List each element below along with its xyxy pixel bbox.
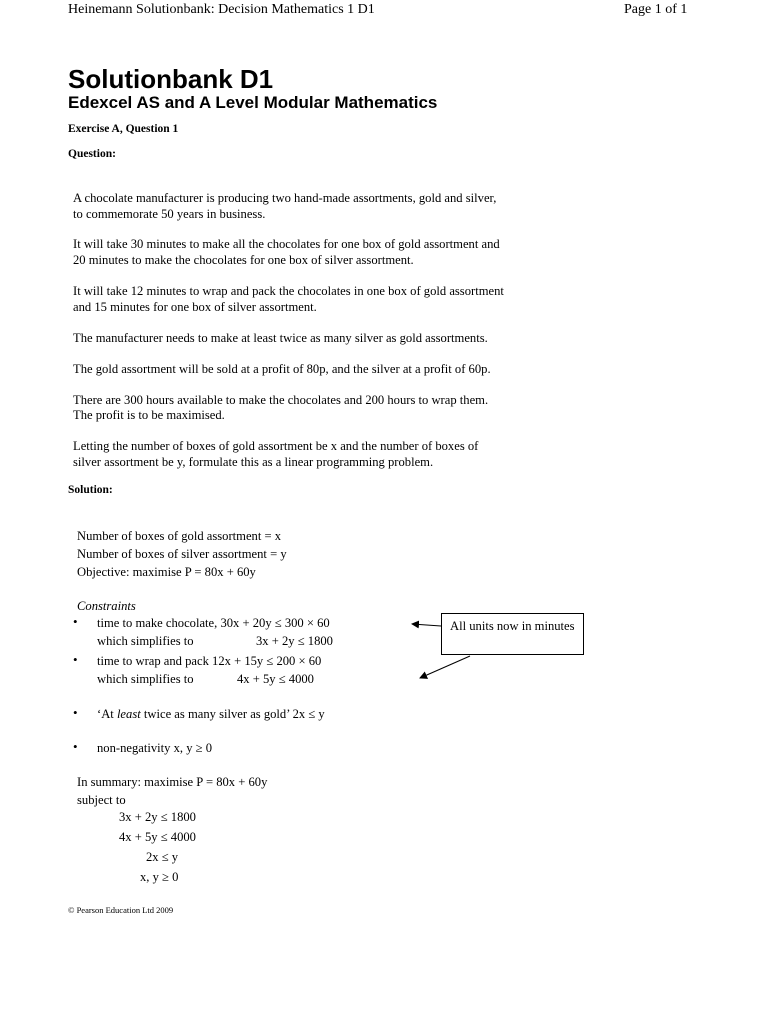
subject-to: subject to [77, 793, 126, 807]
bullet: • [73, 739, 78, 754]
constraint-wrap-simplified: 4x + 5y ≤ 4000 [237, 672, 314, 686]
summary-constraint: 2x ≤ y [146, 850, 179, 864]
question-line: There are 300 hours available to make the chocolates and 200 hours to wrap them. [73, 393, 489, 407]
question-line: The profit is to be maximised. [73, 408, 225, 422]
constraint-ratio-emphasis: least [116, 707, 141, 721]
callout-arrow [420, 656, 470, 678]
constraints-heading: Constraints [77, 599, 136, 613]
question-line: 20 minutes to make the chocolates for one box of silver assortment. [73, 253, 414, 267]
bullet: • [73, 652, 78, 667]
page-number: Page 1 of 1 [624, 2, 688, 17]
solution-label: Solution: [68, 484, 113, 496]
question-line: The manufacturer needs to make at least twice as many silver as gold assortments. [73, 331, 488, 345]
summary-constraint: x, y ≥ 0 [140, 870, 179, 884]
constraint-make-label: which simplifies to [97, 634, 194, 648]
page-subtitle: Edexcel AS and A Level Modular Mathematics [68, 93, 438, 112]
question-line: and 15 minutes for one box of silver assortment. [73, 300, 317, 314]
summary-constraint: 3x + 2y ≤ 1800 [119, 810, 196, 824]
question-line: Letting the number of boxes of gold assortment be x and the number of boxes of [73, 439, 479, 453]
def-gold: Number of boxes of gold assortment = x [77, 529, 282, 543]
callout-arrow [412, 624, 441, 626]
constraint-make-simplified: 3x + 2y ≤ 1800 [256, 634, 333, 648]
question-line: It will take 30 minutes to make all the chocolates for one box of gold assortment and [73, 237, 500, 251]
question-line: silver assortment be y, formulate this as a linear programming problem. [73, 455, 434, 469]
bullet: • [73, 614, 78, 629]
constraint-wrap-label: which simplifies to [97, 672, 194, 686]
copyright: © Pearson Education Ltd 2009 [68, 905, 174, 915]
question-label: Question: [68, 148, 116, 160]
constraint-nonneg: non-negativity x, y ≥ 0 [97, 741, 212, 755]
bullet: • [73, 705, 78, 720]
question-line: The gold assortment will be sold at a profit of 80p, and the silver at a profit of 60p. [73, 362, 491, 376]
constraint-wrap: time to wrap and pack 12x + 15y ≤ 200 × 60 [97, 654, 322, 668]
def-silver: Number of boxes of silver assortment = y [77, 547, 287, 561]
question-line: to commemorate 50 years in business. [73, 207, 266, 221]
question-line: It will take 12 minutes to wrap and pack the chocolates in one box of gold assortment [73, 284, 504, 298]
exercise-label: Exercise A, Question 1 [68, 123, 179, 135]
constraint-make: time to make chocolate, 30x + 20y ≤ 300 × 60 [97, 616, 330, 630]
objective: Objective: maximise P = 80x + 60y [77, 565, 256, 579]
summary: In summary: maximise P = 80x + 60y [77, 775, 268, 789]
question-line: A chocolate manufacturer is producing two hand-made assortments, gold and silver, [73, 191, 497, 205]
summary-constraint: 4x + 5y ≤ 4000 [119, 830, 196, 844]
units-note: All units now in minutes [441, 613, 584, 655]
header-title: Heinemann Solutionbank: Decision Mathematics 1 D1 [68, 2, 375, 17]
constraint-ratio-pre: ‘At [97, 707, 117, 721]
constraint-ratio-post: twice as many silver as gold’ 2x ≤ y [140, 707, 325, 721]
page-title: Solutionbank D1 [68, 64, 274, 94]
